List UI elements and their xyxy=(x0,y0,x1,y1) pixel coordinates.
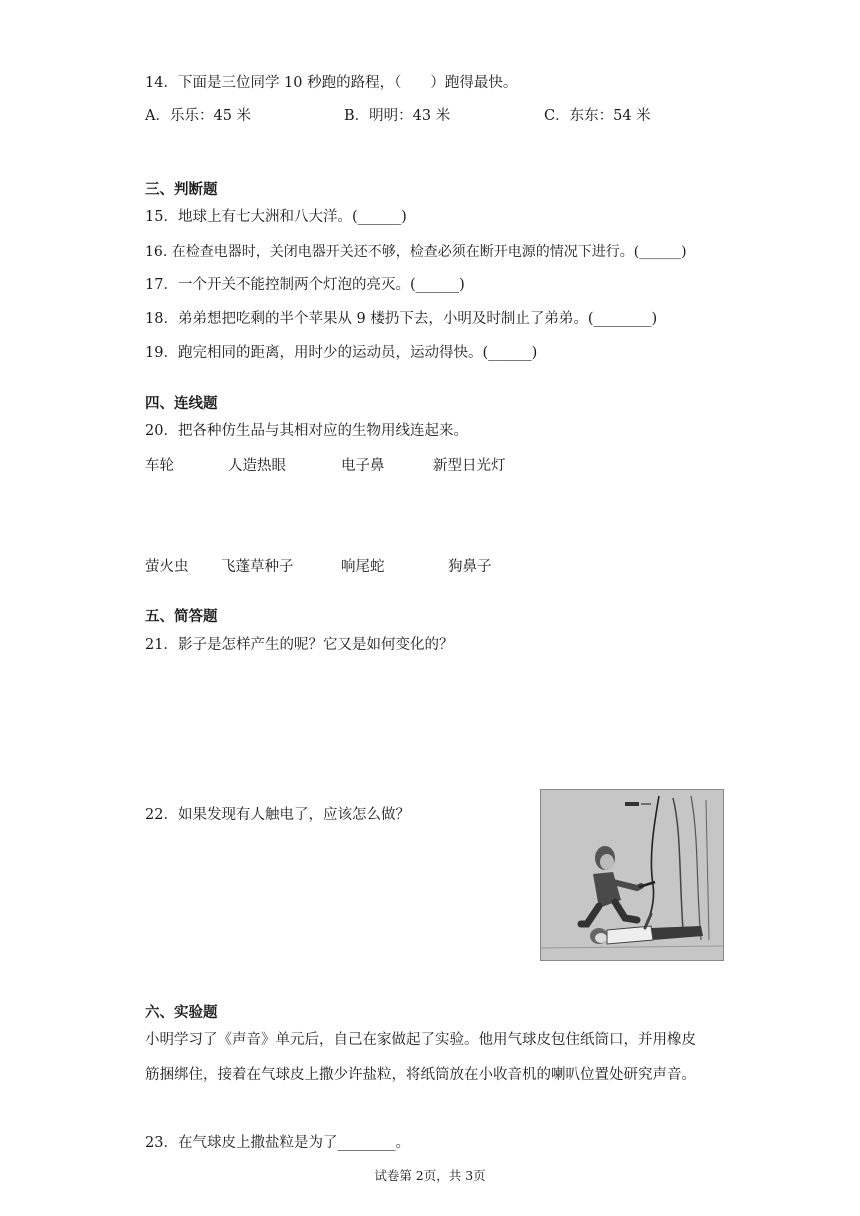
section-3-heading: 三、判断题 xyxy=(145,182,218,198)
product-wheel: 车轮 xyxy=(145,458,174,474)
section-5-heading: 五、简答题 xyxy=(145,609,218,625)
product-new-daylight-lamp: 新型日光灯 xyxy=(433,458,506,474)
question-16: 16. 在检查电器时，关闭电器开关还不够，检查必须在断开电源的情况下进行。(______) xyxy=(145,244,687,260)
section-4-heading: 四、连线题 xyxy=(145,396,218,412)
q14-option-c: C．东东：54 米 xyxy=(544,108,651,124)
question-19: 19．跑完相同的距离，用时少的运动员，运动得快。(______) xyxy=(145,345,538,361)
organism-dog-nose: 狗鼻子 xyxy=(448,559,492,575)
question-17: 17．一个开关不能控制两个灯泡的亮灭。(______) xyxy=(145,277,465,293)
question-22: 22．如果发现有人触电了，应该怎么做？ xyxy=(145,807,410,823)
organism-fleabane-seed: 飞蓬草种子 xyxy=(221,559,294,575)
q14-option-b: B．明明：43 米 xyxy=(344,108,451,124)
experiment-intro-line-2: 筋捆绑住，接着在气球皮上撒少许盐粒，将纸筒放在小收音机的喇叭位置处研究声音。 xyxy=(145,1067,696,1083)
question-21: 21．影子是怎样产生的呢？它又是如何变化的？ xyxy=(145,637,454,653)
question-23: 23．在气球皮上撒盐粒是为了________。 xyxy=(145,1135,410,1151)
organism-firefly: 萤火虫 xyxy=(145,559,189,575)
question-18: 18．弟弟想把吃剩的半个苹果从 9 楼扔下去，小明及时制止了弟弟。(________) xyxy=(145,311,658,327)
q14-option-a: A．乐乐：45 米 xyxy=(145,108,252,124)
organism-rattlesnake: 响尾蛇 xyxy=(341,559,385,575)
question-14-stem: 14．下面是三位同学 10 秒跑的路程，（ ）跑得最快。 xyxy=(145,75,518,91)
product-artificial-heat-eye: 人造热眼 xyxy=(228,458,286,474)
experiment-intro-line-1: 小明学习了《声音》单元后，自己在家做起了实验。他用气球皮包住纸筒口，并用橡皮 xyxy=(145,1032,696,1048)
page-footer: 试卷第 2页，共 3页 xyxy=(374,1168,486,1183)
electric-shock-rescue-illustration xyxy=(540,789,724,961)
question-15: 15．地球上有七大洲和八大洋。(______) xyxy=(145,209,407,225)
section-6-heading: 六、实验题 xyxy=(145,1005,218,1021)
question-20: 20．把各种仿生品与其相对应的生物用线连起来。 xyxy=(145,423,468,439)
product-electronic-nose: 电子鼻 xyxy=(341,458,385,474)
